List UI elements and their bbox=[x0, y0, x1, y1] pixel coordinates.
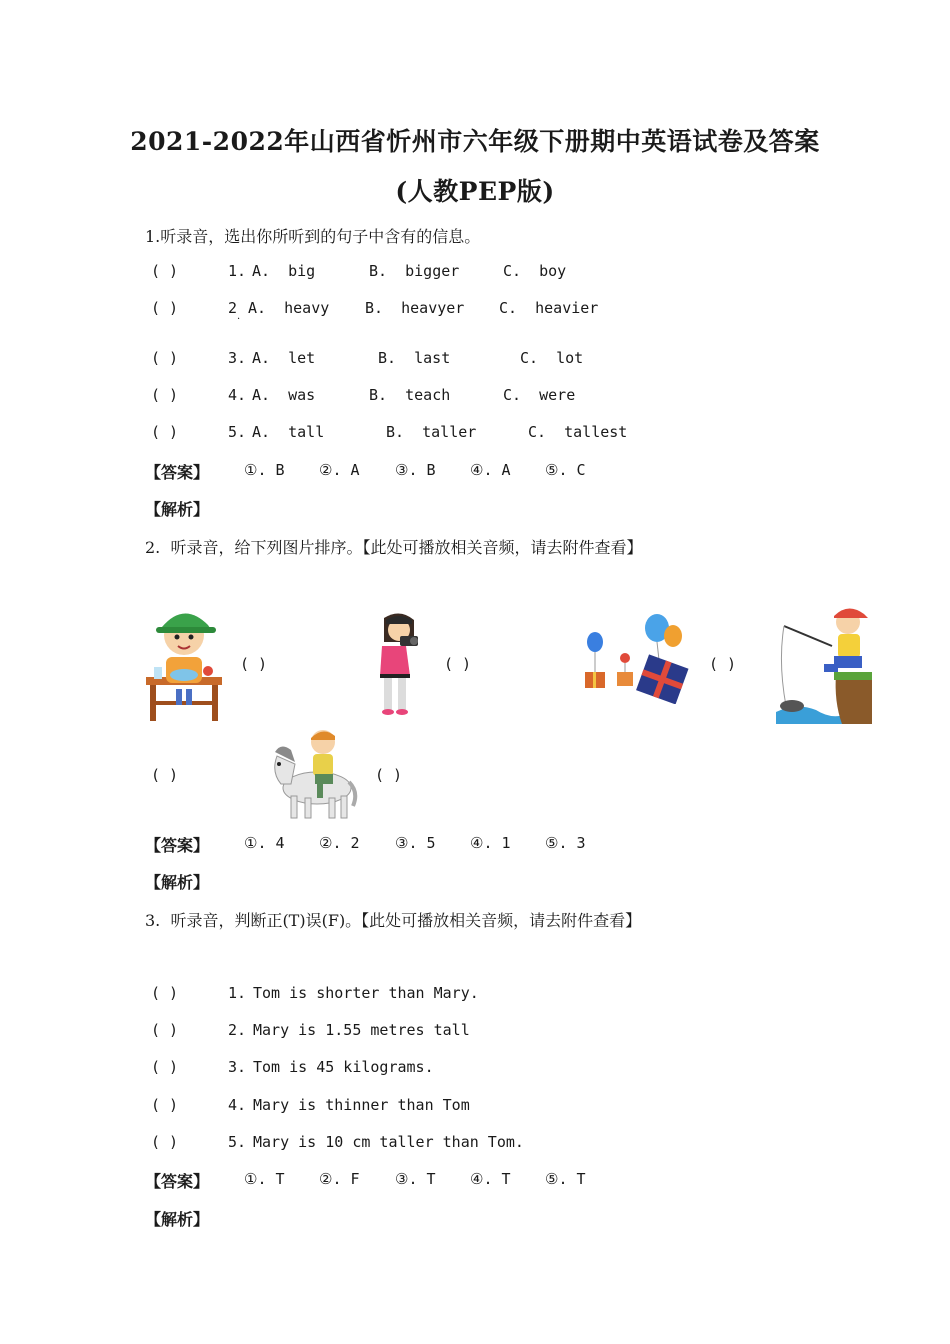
answer-blank[interactable]: ( ) bbox=[151, 1058, 179, 1076]
answer-blank[interactable]: ( ) bbox=[151, 1133, 179, 1151]
option-a: A. heavy bbox=[248, 299, 330, 317]
answer-1: ①. 4 bbox=[244, 834, 285, 852]
answer-blank[interactable]: ( ) bbox=[444, 655, 472, 673]
answer-blank[interactable]: ( ) bbox=[151, 984, 179, 1002]
answer-2: ②. F bbox=[319, 1170, 360, 1188]
statement: Mary is thinner than Tom bbox=[253, 1096, 470, 1114]
option-b: B. bigger bbox=[369, 262, 460, 280]
answer-blank[interactable]: ( ) bbox=[151, 299, 179, 317]
answer-1: ①. B bbox=[244, 461, 285, 479]
option-c: C. were bbox=[503, 386, 576, 404]
answer-label: 【答案】 bbox=[145, 1172, 210, 1191]
answer-blank[interactable]: ( ) bbox=[709, 655, 737, 673]
answer-2: ②. A bbox=[319, 461, 360, 479]
item-number: 3. bbox=[228, 1058, 247, 1076]
option-b: B. teach bbox=[369, 386, 451, 404]
boy-fishing-picture bbox=[776, 602, 872, 724]
q1-heading: 1.听录音，选出你所听到的句子中含有的信息。 bbox=[145, 227, 481, 246]
option-c: C. boy bbox=[503, 262, 567, 280]
option-b: B. taller bbox=[386, 423, 477, 441]
answer-5: ⑤. T bbox=[545, 1170, 586, 1188]
item-number: 4. bbox=[228, 386, 247, 404]
answer-blank[interactable]: ( ) bbox=[240, 655, 268, 673]
analysis-label: 【解析】 bbox=[145, 500, 210, 519]
option-b: B. last bbox=[378, 349, 451, 367]
page-subtitle: (人教PEP版) bbox=[395, 177, 555, 206]
item-number: 1. bbox=[228, 262, 247, 280]
answer-5: ⑤. 3 bbox=[545, 834, 586, 852]
answer-blank[interactable]: ( ) bbox=[151, 1096, 179, 1114]
page-title: 2021-2022年山西省忻州市六年级下册期中英语试卷及答案 bbox=[130, 127, 820, 156]
answer-blank[interactable]: ( ) bbox=[151, 262, 179, 280]
answer-blank[interactable]: ( ) bbox=[151, 766, 179, 784]
option-c: C. lot bbox=[520, 349, 584, 367]
answer-blank[interactable]: ( ) bbox=[151, 1021, 179, 1039]
statement: Mary is 10 cm taller than Tom. bbox=[253, 1133, 524, 1151]
item-number: 4. bbox=[228, 1096, 247, 1114]
option-b: B. heavyer bbox=[365, 299, 465, 317]
item-number: 5. bbox=[228, 423, 247, 441]
statement: Tom is 45 kilograms. bbox=[253, 1058, 434, 1076]
statement: Tom is shorter than Mary. bbox=[253, 984, 479, 1002]
option-a: A. tall bbox=[252, 423, 325, 441]
answer-5: ⑤. C bbox=[545, 461, 586, 479]
option-a: A. big bbox=[252, 262, 316, 280]
answer-1: ①. T bbox=[244, 1170, 285, 1188]
answer-4: ④. 1 bbox=[470, 834, 511, 852]
option-c: C. heavier bbox=[499, 299, 599, 317]
answer-blank[interactable]: ( ) bbox=[151, 349, 179, 367]
item-number: 2. bbox=[228, 1021, 247, 1039]
answer-4: ④. A bbox=[470, 461, 511, 479]
analysis-label: 【解析】 bbox=[145, 873, 210, 892]
item-number: 2 bbox=[228, 299, 238, 317]
answer-blank[interactable]: ( ) bbox=[375, 766, 403, 784]
boy-eating-picture bbox=[142, 605, 226, 723]
answer-3: ③. 5 bbox=[395, 834, 436, 852]
item-number: 1. bbox=[228, 984, 247, 1002]
gifts-balloons-picture bbox=[583, 612, 693, 704]
answer-blank[interactable]: ( ) bbox=[151, 423, 179, 441]
option-a: A. let bbox=[252, 349, 316, 367]
item-number: 3. bbox=[228, 349, 247, 367]
analysis-label: 【解析】 bbox=[145, 1210, 210, 1229]
answer-3: ③. T bbox=[395, 1170, 436, 1188]
answer-4: ④. T bbox=[470, 1170, 511, 1188]
option-c: C. tallest bbox=[528, 423, 628, 441]
option-a: A. was bbox=[252, 386, 316, 404]
item-number: 5. bbox=[228, 1133, 247, 1151]
q2-heading: 2. 听录音，给下列图片排序。【此处可播放相关音频，请去附件查看】 bbox=[145, 538, 643, 557]
statement: Mary is 1.55 metres tall bbox=[253, 1021, 470, 1039]
boy-horse-picture bbox=[267, 726, 359, 822]
q3-heading: 3. 听录音，判断正(T)误(F)。【此处可播放相关音频，请去附件查看】 bbox=[145, 911, 642, 930]
answer-3: ③. B bbox=[395, 461, 436, 479]
answer-blank[interactable]: ( ) bbox=[151, 386, 179, 404]
answer-label: 【答案】 bbox=[145, 836, 210, 855]
girl-camera-picture bbox=[370, 612, 430, 716]
answer-label: 【答案】 bbox=[145, 463, 210, 482]
answer-2: ②. 2 bbox=[319, 834, 360, 852]
